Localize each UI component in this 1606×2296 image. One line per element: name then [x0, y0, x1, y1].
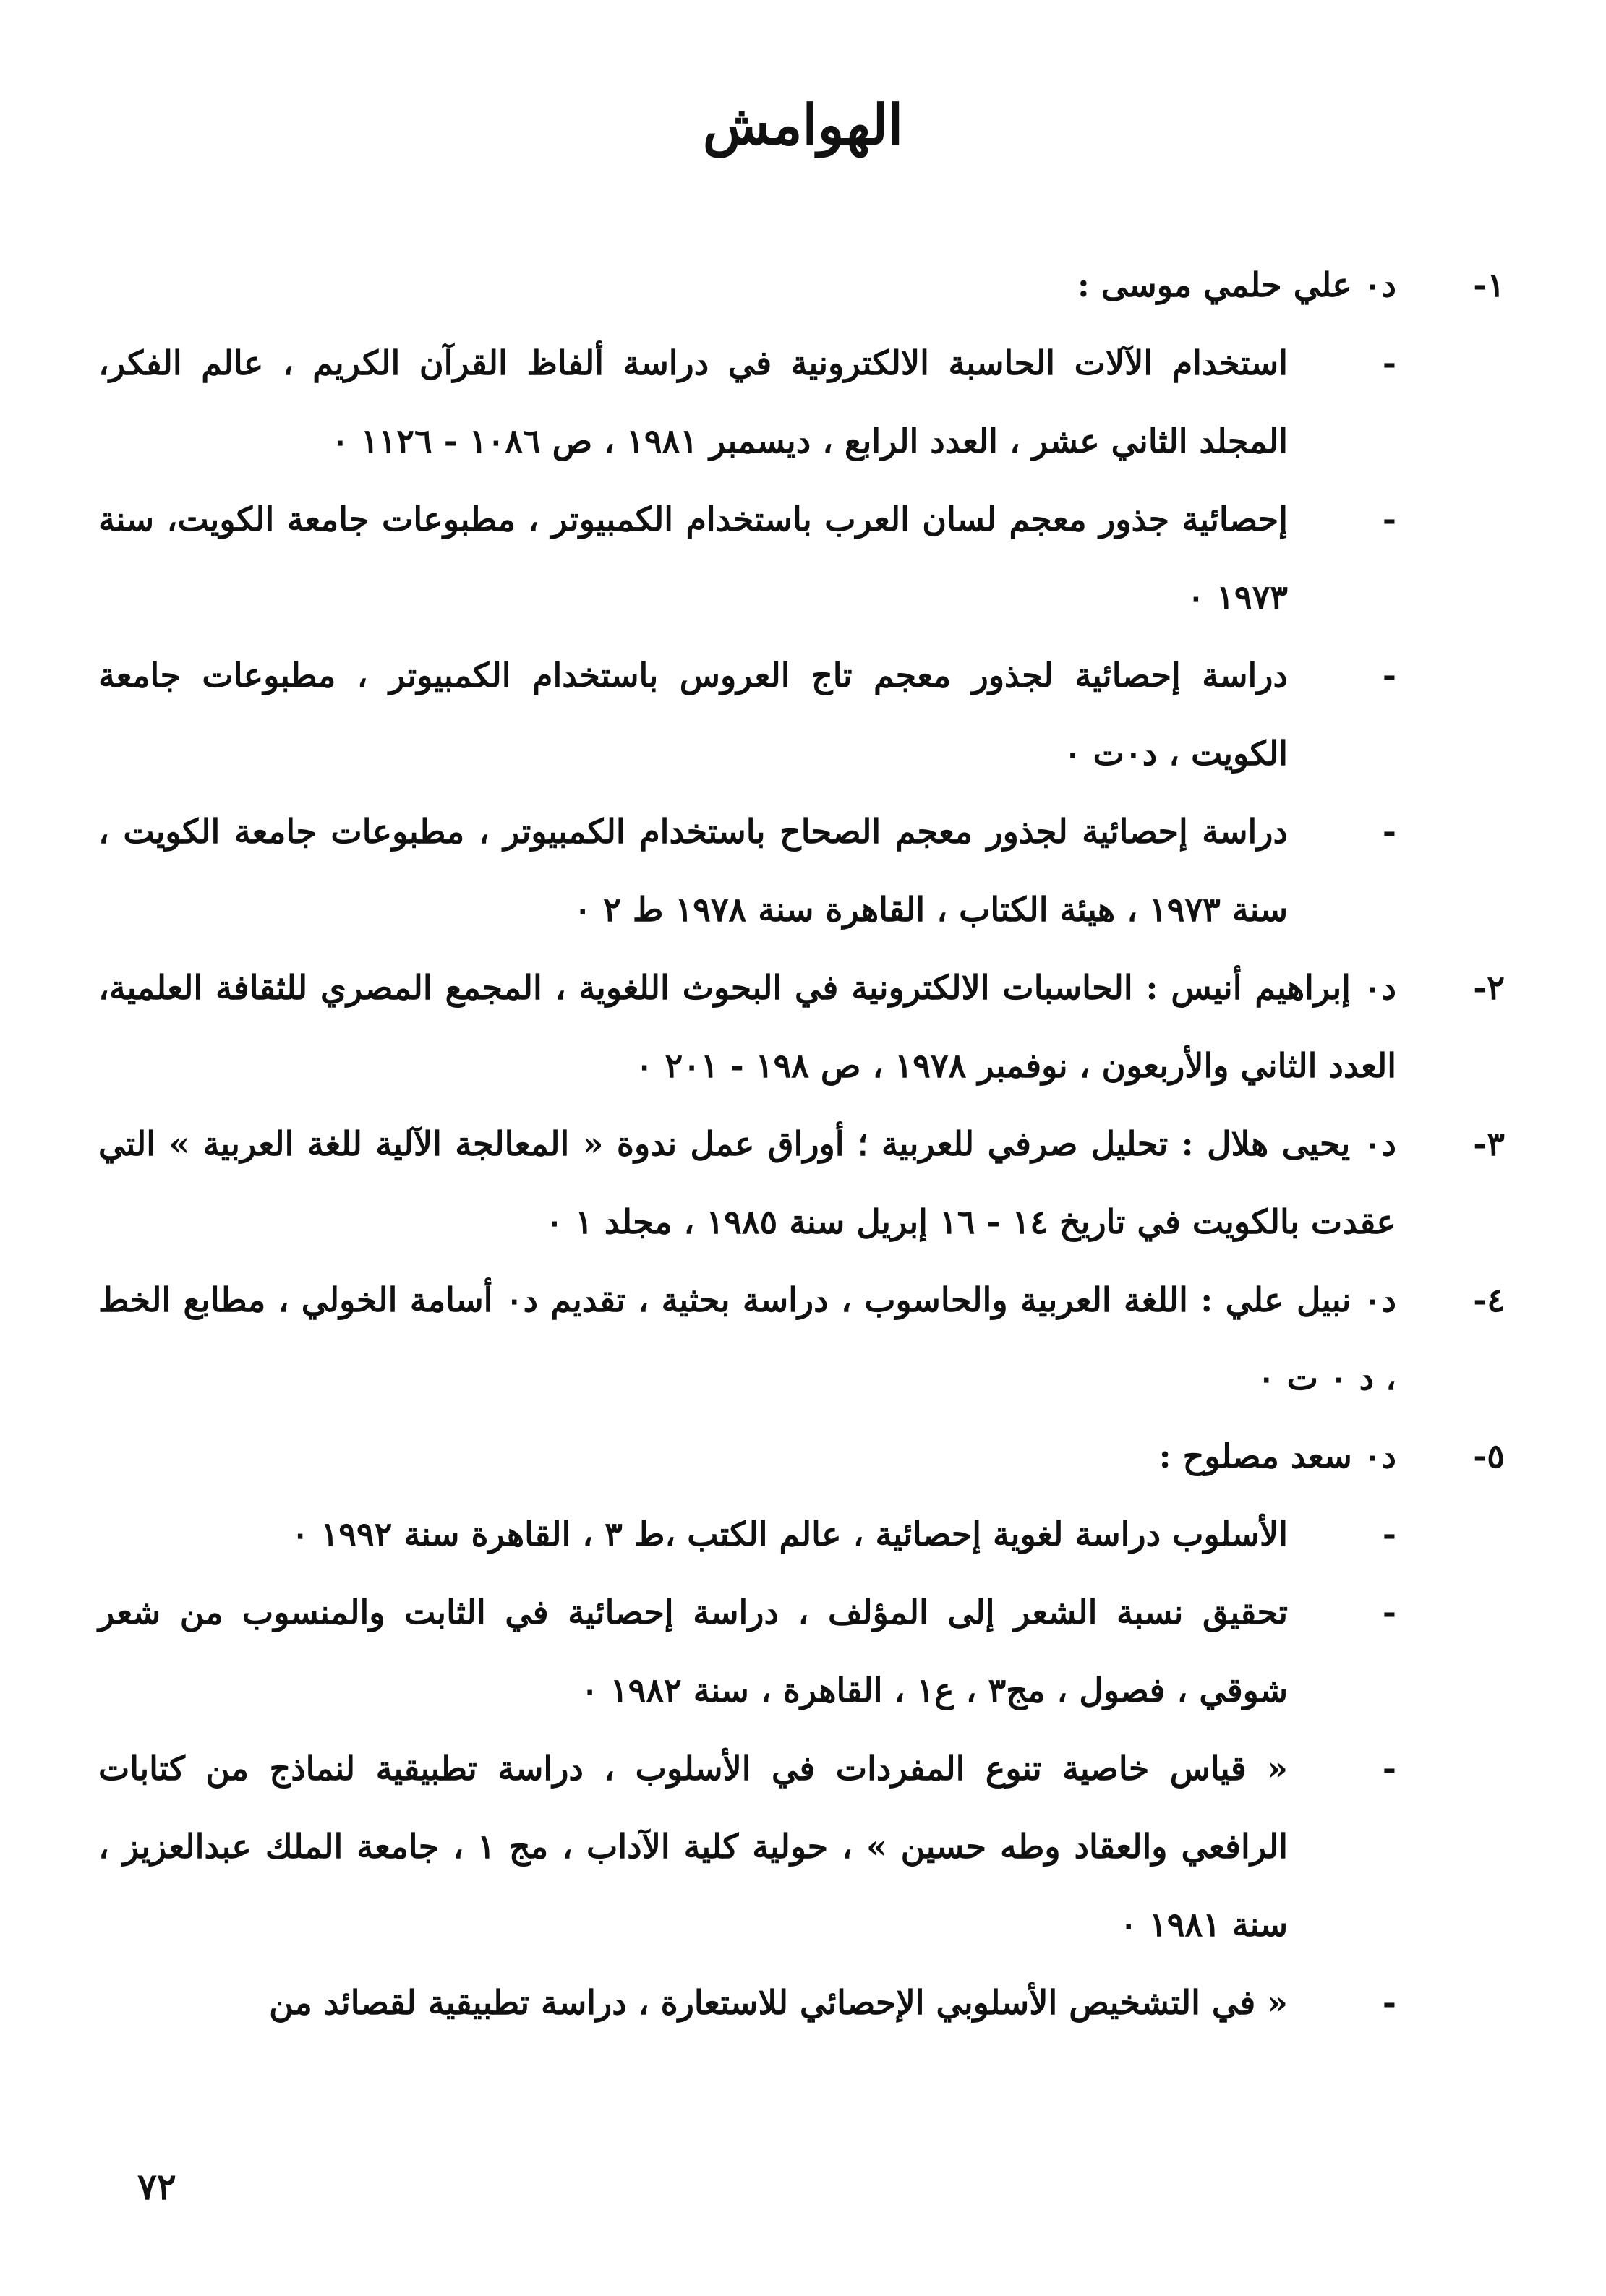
- dash-bullet: -: [1382, 1593, 1396, 1632]
- footnote-5: [98, 1417, 1505, 2042]
- sub-entry-text: استخدام الآلات الحاسبة الالكترونية في دراسة ألفاظ القرآن الكريم ، عالم الفكر، المجلد الثاني عشر ، العدد الرابع ، ديسمبر ١٩٨١ ، ص ١٠٨٦ - ١١٢٦ ٠: [98, 343, 1288, 461]
- sub-entry-text: تحقيق نسبة الشعر إلى المؤلف ، دراسة إحصائية في الثابت والمنسوب من شعر شوقي ، فصول ، مج٣ ، ع١ ، القاهرة ، سنة ١٩٨٢ ٠: [98, 1593, 1288, 1710]
- footnote-4: [98, 1261, 1505, 1417]
- sub-entry-text: « في التشخيص الأسلوبي الإحصائي للاستعارة ، دراسة تطبيقية لقصائد من: [269, 1983, 1288, 2022]
- footnote-sublist: [98, 1495, 1396, 2042]
- footnotes-list: [98, 246, 1505, 2042]
- dash-bullet: -: [1382, 1983, 1396, 2022]
- sub-entry-text: دراسة إحصائية لجذور معجم الصحاح باستخدام الكمبيوتر ، مطبوعات جامعة الكويت ، سنة ١٩٧٣ ، هيئة الكتاب ، القاهرة سنة ١٩٧٨ ط ٢ ٠: [98, 812, 1288, 929]
- footnote-number: ٢-: [1473, 968, 1505, 1007]
- dash-bullet: -: [1382, 500, 1396, 539]
- footnote-number: ٤-: [1473, 1280, 1505, 1319]
- footnote-number: ٣-: [1473, 1124, 1505, 1163]
- sub-entry: [98, 324, 1396, 480]
- page-number: ٧٢: [137, 2165, 176, 2208]
- footnote-text: د٠ نبيل علي : اللغة العربية والحاسوب ، دراسة بحثية ، تقديم د٠ أسامة الخولي ، مطابع الخط ، د ٠ ت ٠: [98, 1280, 1396, 1397]
- sub-entry-text: الأسلوب دراسة لغوية إحصائية ، عالم الكتب ،ط ٣ ، القاهرة سنة ١٩٩٢ ٠: [291, 1515, 1288, 1554]
- sub-entry: [98, 1573, 1396, 1729]
- sub-entry: [98, 1729, 1396, 1963]
- footnote-text: د٠ سعد مصلوح :: [1158, 1436, 1396, 1475]
- footnote-sublist: [98, 324, 1396, 948]
- page-title: الهوامش: [702, 93, 904, 157]
- footnote-number: ١-: [1473, 265, 1505, 304]
- footnote-text: د٠ يحيى هلال : تحليل صرفي للعربية ؛ أوراق عمل ندوة « المعالجة الآلية للغة العربية » التي عقدت بالكويت في تاريخ ١٤ - ١٦ إبريل سنة ١٩٨٥ ، مجلد ١ ٠: [98, 1124, 1396, 1241]
- sub-entry: [98, 792, 1396, 948]
- dash-bullet: -: [1382, 343, 1396, 382]
- footnote-3: [98, 1105, 1505, 1261]
- footnote-number: ٥-: [1473, 1436, 1505, 1475]
- sub-entry: [98, 1963, 1396, 2042]
- footnote-text: د٠ علي حلمي موسى :: [1077, 265, 1396, 304]
- footnote-text: د٠ إبراهيم أنيس : الحاسبات الالكترونية في البحوث اللغوية ، المجمع المصري للثقافة العلمية، العدد الثاني والأربعون ، نوفمبر ١٩٧٨ ، ص ١٩٨ - ٢٠١ ٠: [98, 968, 1396, 1085]
- sub-entry: [98, 480, 1396, 636]
- dash-bullet: -: [1382, 812, 1396, 851]
- sub-entry: [98, 636, 1396, 792]
- sub-entry-text: « قياس خاصية تنوع المفردات في الأسلوب ، دراسة تطبيقية لنماذج من كتابات الرافعي والعقاد وطه حسين » ، حولية كلية الآداب ، مج ١ ، جامعة الملك عبدالعزيز ، سنة ١٩٨١ ٠: [98, 1749, 1288, 1944]
- dash-bullet: -: [1382, 656, 1396, 695]
- footnote-2: [98, 948, 1505, 1105]
- dash-bullet: -: [1382, 1515, 1396, 1554]
- dash-bullet: -: [1382, 1749, 1396, 1788]
- sub-entry-text: دراسة إحصائية لجذور معجم تاج العروس باستخدام الكمبيوتر ، مطبوعات جامعة الكويت ، د٠ت ٠: [98, 656, 1288, 773]
- sub-entry: [98, 1495, 1396, 1573]
- footnote-1: [98, 246, 1505, 948]
- sub-entry-text: إحصائية جذور معجم لسان العرب باستخدام الكمبيوتر ، مطبوعات جامعة الكويت، سنة ١٩٧٣ ٠: [98, 500, 1288, 617]
